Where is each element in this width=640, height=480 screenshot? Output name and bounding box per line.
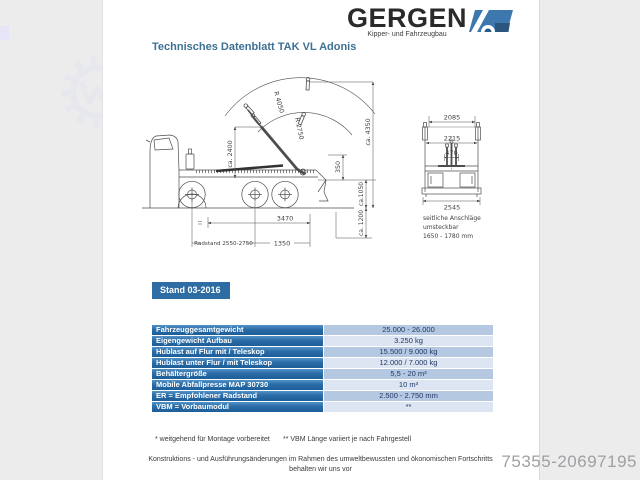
dim-4350: ca. 4350 [365, 118, 372, 146]
edge-artifact [0, 26, 9, 40]
page-title: Technisches Datenblatt TAK VL Adonis [152, 41, 357, 53]
dim-470: 470 [445, 148, 458, 157]
spec-label: Eigengewicht Aufbau [152, 336, 323, 346]
spec-value: 2.500 - 2.750 mm [324, 391, 493, 401]
dim-3470: 3470 [276, 214, 294, 223]
spec-value: 5,5 - 20 m³ [324, 369, 493, 379]
dim-2545: 2545 [443, 203, 461, 212]
dim-r2750: R 2750 [293, 116, 305, 141]
disclaimer-line-1: Konstruktions - und Ausführungsänderungen im Rahmen des umweltbewussten und ökonomischen Fortschritts [148, 456, 493, 463]
spec-label: Hublast auf Flur mit / Teleskop [152, 347, 323, 357]
spec-label: Hublast unter Flur / mit Teleskop [152, 358, 323, 368]
spec-value: 15.500 / 9.000 kg [324, 347, 493, 357]
dim-350: 350 [335, 160, 342, 174]
dim-1200: ca. 1200 [358, 209, 365, 237]
listing-id: 75355-20697195 [501, 452, 637, 471]
spec-label: VBM = Vorbaumodul [152, 402, 323, 412]
technical-drawing [140, 70, 580, 275]
spec-value: ** [324, 402, 493, 412]
disclaimer-line-2: behalten wir uns vor [289, 466, 352, 473]
dim-r4050: R 4050 [272, 90, 285, 115]
spec-label: Behältergröße [152, 369, 323, 379]
logo-text: GERGEN [347, 3, 468, 33]
logo-truck-icon [469, 10, 513, 33]
rear-note-2: umsteckbar [423, 224, 459, 231]
dim-2215: 2215 [443, 134, 461, 143]
dim-wheelbase: Radstand 2550-2750 [194, 241, 253, 248]
dim-2085: 2085 [443, 113, 461, 122]
spec-value: 12.000 / 7.000 kg [324, 358, 493, 368]
spec-table [152, 325, 493, 412]
spec-value: 3.250 kg [324, 336, 493, 346]
dim-2400: ca. 2400 [227, 140, 234, 168]
footnote-vbm: ** VBM Länge variiert je nach Fahrgestell [283, 436, 412, 443]
spec-label: ER = Empfohlener Radstand [152, 391, 323, 401]
spec-value: 10 m³ [324, 380, 493, 390]
revision-badge: Stand 03-2016 [152, 282, 230, 299]
logo-tagline: Kipper- und Fahrzeugbau [367, 31, 447, 38]
rear-note-1: seitliche Anschläge [423, 215, 481, 222]
dim-1050: ca.1050 [358, 181, 365, 207]
spec-value: 25.000 - 26.000 [324, 325, 493, 335]
company-logo [347, 3, 513, 38]
rear-note-3: 1650 - 1780 mm [423, 233, 474, 240]
footnote-montage: * weitgehend für Montage vorbereitet [155, 436, 270, 443]
spec-label: Mobile Abfallpresse MAP 30730 [152, 380, 323, 390]
spec-label: Fahrzeuggesamtgewicht [152, 325, 323, 335]
logo-text-wrap [347, 3, 468, 38]
dim-1350: 1350 [273, 239, 291, 248]
truck-side-view [142, 77, 375, 208]
